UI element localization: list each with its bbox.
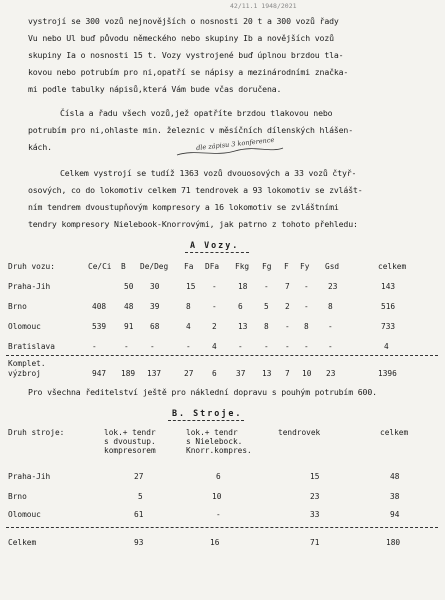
table-a-header-name: Druh vozu: bbox=[8, 262, 55, 271]
table-b-cell-total: 38 bbox=[390, 492, 400, 501]
table-a-cell: - bbox=[328, 342, 333, 351]
table-b-row-name: Brno bbox=[8, 492, 27, 501]
table-a-title: A Vozy. bbox=[190, 240, 240, 250]
para1-line-4: kovou nebo potrubím pro ni,opatří se nápisy a mezinárodními značka- bbox=[28, 67, 349, 77]
table-a-cell: - bbox=[264, 342, 269, 351]
table-a-total-cell: 10 bbox=[302, 369, 312, 378]
table-a-cell: 408 bbox=[92, 302, 107, 311]
table-b-header-col1: kompresorem bbox=[104, 446, 156, 455]
table-b-total-cell: 93 bbox=[134, 538, 144, 547]
para1-line-2: Vu nebo Ul buď původu německého nebo skupiny Ib a novějších vozů bbox=[28, 33, 334, 43]
table-a-total-cell: 27 bbox=[184, 369, 194, 378]
table-b-row-name: Olomouc bbox=[8, 510, 41, 519]
table-b-total-cell-grand: 180 bbox=[386, 538, 401, 547]
table-a-cell: - bbox=[304, 342, 309, 351]
table-a-cell: 2 bbox=[212, 322, 217, 331]
table-a-cell: 5 bbox=[264, 302, 269, 311]
table-a-total-label: výzbroj bbox=[8, 369, 41, 378]
table-b-cell: 15 bbox=[310, 472, 320, 481]
table-a-cell: 8 bbox=[304, 322, 309, 331]
table-a-cell: 7 bbox=[285, 282, 290, 291]
para1-line-1: vystrojí se 300 vozů nejnovějších o nosnosti 20 t a 300 vozů řady bbox=[28, 16, 339, 26]
table-a-row-name: Praha-Jih bbox=[8, 282, 51, 291]
table-a-cell: - bbox=[124, 342, 129, 351]
table-a-row-name: Brno bbox=[8, 302, 27, 311]
table-b-header-col1: lok.+ tendr bbox=[104, 428, 156, 437]
table-a-header-total: celkem bbox=[378, 262, 407, 271]
table-a-row-name: Olomouc bbox=[8, 322, 41, 331]
table-a-cell: - bbox=[212, 282, 217, 291]
table-a-cell: 15 bbox=[186, 282, 196, 291]
table-a-cell: 18 bbox=[238, 282, 248, 291]
table-a-cell: - bbox=[285, 342, 290, 351]
table-a-total-cell: 137 bbox=[147, 369, 162, 378]
para3-line-2: osových, co do lokomotiv celkem 71 tendrovek a 93 lokomotiv se zvlášt- bbox=[28, 185, 363, 195]
table-a-total-cell: 37 bbox=[236, 369, 246, 378]
table-b-cell: 6 bbox=[216, 472, 221, 481]
handwritten-note: dle zápisu 3 konference bbox=[195, 135, 275, 153]
table-a-header-ce: Ce/Ci bbox=[88, 262, 112, 271]
table-b-cell: 5 bbox=[138, 492, 143, 501]
table-a-total-label: Komplet. bbox=[8, 359, 46, 368]
table-a-header-fkg: Fkg bbox=[235, 262, 250, 271]
table-a-header-gsd: Gsd bbox=[325, 262, 340, 271]
table-b-divider bbox=[6, 527, 438, 528]
para3-line-1: Celkem vystrojí se tudíž 1363 vozů dvouosových a 33 vozů čtyř- bbox=[60, 168, 357, 178]
table-a-cell: 8 bbox=[328, 302, 333, 311]
table-a-cell: - bbox=[238, 342, 243, 351]
table-a-cell: - bbox=[150, 342, 155, 351]
table-b-cell: 23 bbox=[310, 492, 320, 501]
table-a-cell-total: 733 bbox=[381, 322, 396, 331]
table-b-row-name: Praha-Jih bbox=[8, 472, 51, 481]
table-a-cell: 23 bbox=[328, 282, 338, 291]
table-a-cell: 50 bbox=[124, 282, 134, 291]
table-a-cell: 68 bbox=[150, 322, 160, 331]
table-a-cell: 539 bbox=[92, 322, 107, 331]
para3-line-4: tendry kompresory Nielebook-Knorrovými, jak patrno z tohoto přehledu: bbox=[28, 219, 358, 229]
table-a-cell: - bbox=[328, 322, 333, 331]
table-a-cell: 4 bbox=[212, 342, 217, 351]
para1-line-3: skupiny Ia o nosnosti 15 t. Vozy vystrojené buď úplnou brzdou tla- bbox=[28, 50, 344, 60]
table-a-header-b: B bbox=[121, 262, 126, 271]
table-b-header-col4: celkem bbox=[380, 428, 409, 437]
handwritten-scribble bbox=[175, 145, 285, 159]
table-a-total-cell-grand: 1396 bbox=[378, 369, 397, 378]
table-a-header-dfa: DFa bbox=[205, 262, 220, 271]
table-a-header-fg: Fg bbox=[262, 262, 272, 271]
table-a-total-cell: 7 bbox=[285, 369, 290, 378]
table-a-header-de: De/Deg bbox=[140, 262, 169, 271]
table-a-cell: 30 bbox=[150, 282, 160, 291]
table-b-header-name: Druh stroje: bbox=[8, 428, 65, 437]
table-a-cell: - bbox=[92, 342, 97, 351]
table-a-total-cell: 189 bbox=[121, 369, 136, 378]
para2-line-1: Čísla a řadu všech vozů,jež opatříte brzdou tlakovou nebo bbox=[60, 108, 333, 118]
table-a-cell: 39 bbox=[150, 302, 160, 311]
table-a-header-fa: Fa bbox=[184, 262, 194, 271]
table-b-header-col3: tendrovek bbox=[278, 428, 321, 437]
table-b-title-underline bbox=[168, 420, 244, 421]
table-b-cell-total: 94 bbox=[390, 510, 400, 519]
table-a-header-f: F bbox=[284, 262, 289, 271]
table-b-total-label: Celkem bbox=[8, 538, 37, 547]
table-b-header-col2: lok.+ tendr bbox=[186, 428, 238, 437]
table-a-cell: - bbox=[212, 302, 217, 311]
table-a-cell-total: 516 bbox=[381, 302, 396, 311]
table-a-total-cell: 13 bbox=[262, 369, 272, 378]
para3-line-3: ním tendrem dvoustupňovým kompresory a 16 lokomotiv se zvláštními bbox=[28, 202, 339, 212]
table-a-cell: 6 bbox=[238, 302, 243, 311]
table-a-cell: - bbox=[186, 342, 191, 351]
table-a-row-name: Bratislava bbox=[8, 342, 55, 351]
table-b-total-cell: 71 bbox=[310, 538, 320, 547]
table-a-cell-total: 143 bbox=[381, 282, 396, 291]
para1-line-5: mi podle tabulky nápisů,která Vám bude včas doručena. bbox=[28, 84, 282, 94]
table-a-header-fy: Fy bbox=[300, 262, 310, 271]
table-a-cell: 4 bbox=[186, 322, 191, 331]
table-a-cell: 8 bbox=[186, 302, 191, 311]
table-a-cell: 8 bbox=[264, 322, 269, 331]
table-b-cell: 33 bbox=[310, 510, 320, 519]
table-a-cell: - bbox=[304, 302, 309, 311]
table-a-cell: 48 bbox=[124, 302, 134, 311]
table-a-cell: - bbox=[264, 282, 269, 291]
table-a-divider bbox=[6, 355, 438, 356]
table-b-header-col2: Knorr.kompres. bbox=[186, 446, 252, 455]
table-b-cell: 61 bbox=[134, 510, 144, 519]
table-a-cell: - bbox=[304, 282, 309, 291]
table-b-cell: - bbox=[216, 510, 221, 519]
table-b-title: B. Stroje. bbox=[172, 408, 243, 418]
table-a-cell-total: 4 bbox=[384, 342, 389, 351]
table-a-cell: 91 bbox=[124, 322, 134, 331]
table-b-cell-total: 48 bbox=[390, 472, 400, 481]
table-a-total-cell: 23 bbox=[326, 369, 336, 378]
table-a-cell: - bbox=[285, 322, 290, 331]
table-b-cell: 27 bbox=[134, 472, 144, 481]
table-a-cell: 13 bbox=[238, 322, 248, 331]
table-a-total-cell: 947 bbox=[92, 369, 107, 378]
table-b-cell: 10 bbox=[212, 492, 222, 501]
table-a-cell: 2 bbox=[285, 302, 290, 311]
table-b-header-col2: s Nielebock. bbox=[186, 437, 243, 446]
para2-line-3: kách. bbox=[28, 142, 52, 152]
archive-stamp: 42/11.1 1948/2021 bbox=[230, 2, 297, 10]
table-a-total-cell: 6 bbox=[212, 369, 217, 378]
table-a-note: Pro všechna ředitelství ještě pro náklední dopravu s pouhým potrubím 600. bbox=[28, 387, 377, 397]
table-b-total-cell: 16 bbox=[210, 538, 220, 547]
table-b-header-col1: s dvoustup. bbox=[104, 437, 156, 446]
para2-line-2: potrubím pro ni,ohlaste min. železnic v měsíčních dílenských hlášen- bbox=[28, 125, 353, 135]
table-a-title-underline bbox=[185, 252, 249, 253]
